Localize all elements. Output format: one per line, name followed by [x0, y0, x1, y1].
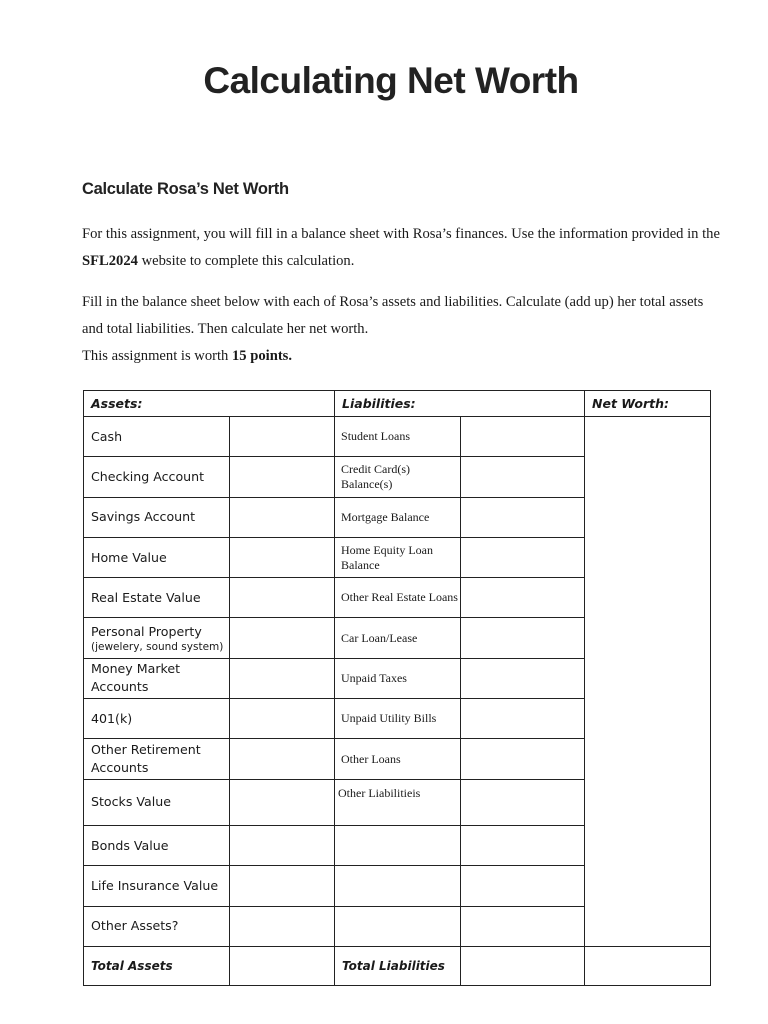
- liability-value-cell[interactable]: [461, 497, 585, 537]
- liabilities-header: Liabilities:: [335, 391, 585, 417]
- asset-label: Real Estate Value: [84, 578, 230, 618]
- asset-value-cell[interactable]: [230, 779, 335, 825]
- page-title-text: Calculating Net Worth: [203, 60, 579, 101]
- asset-label: Bonds Value: [84, 825, 230, 865]
- liability-value-cell[interactable]: [461, 578, 585, 618]
- liability-label: Credit Card(s) Balance(s): [335, 457, 461, 497]
- asset-label: Cash: [84, 417, 230, 457]
- totals-row: [84, 946, 711, 985]
- balance-sheet-table: [83, 390, 711, 986]
- total-liabilities-label: Total Liabilities: [335, 946, 461, 985]
- asset-label: Money Market Accounts: [84, 658, 230, 698]
- asset-label: Checking Account: [84, 457, 230, 497]
- asset-value-cell[interactable]: [230, 578, 335, 618]
- liability-value-cell[interactable]: [461, 457, 585, 497]
- liability-label: Student Loans: [335, 417, 461, 457]
- liability-label: Other Loans: [335, 739, 461, 779]
- liability-label: Home Equity Loan Balance: [335, 537, 461, 577]
- liability-value-cell[interactable]: [461, 906, 585, 946]
- liability-label: Unpaid Taxes: [335, 658, 461, 698]
- asset-value-cell[interactable]: [230, 739, 335, 779]
- asset-value-cell[interactable]: [230, 866, 335, 906]
- asset-value-cell[interactable]: [230, 906, 335, 946]
- asset-label: Other Retirement Accounts: [84, 739, 230, 779]
- liability-value-cell[interactable]: [461, 779, 585, 825]
- liability-label: Other Liabilitieis: [335, 779, 461, 825]
- total-assets-label: Total Assets: [84, 946, 230, 985]
- personal-property-note: (jewelery, sound system): [91, 640, 224, 653]
- liability-value-cell[interactable]: [461, 658, 585, 698]
- p1-bold-website: SFL2024: [82, 253, 138, 269]
- asset-label: Personal Property: [91, 623, 202, 639]
- asset-value-cell[interactable]: [230, 417, 335, 457]
- net-worth-cell[interactable]: [585, 417, 711, 947]
- net-worth-header: Net Worth:: [585, 391, 711, 417]
- instructions-paragraph-3: [82, 343, 722, 370]
- asset-label: 401(k): [84, 699, 230, 739]
- asset-value-cell[interactable]: [230, 699, 335, 739]
- p1-text-a: For this assignment, you will fill in a balance sheet with Rosa’s finances. Use the information provided in the: [82, 226, 720, 242]
- asset-value-cell[interactable]: [230, 497, 335, 537]
- asset-label: Savings Account: [84, 497, 230, 537]
- liability-label: Unpaid Utility Bills: [335, 699, 461, 739]
- liability-value-cell[interactable]: [461, 866, 585, 906]
- liability-label: Other Real Estate Loans: [335, 578, 461, 618]
- total-assets-value-cell[interactable]: [230, 946, 335, 985]
- page-title: [0, 60, 768, 102]
- asset-label: Stocks Value: [84, 779, 230, 825]
- p3-text: This assignment is worth: [82, 348, 232, 364]
- liability-label: Mortgage Balance: [335, 497, 461, 537]
- asset-label: Home Value: [84, 537, 230, 577]
- net-worth-total-cell[interactable]: [585, 946, 711, 985]
- assets-header: Assets:: [84, 391, 335, 417]
- asset-value-cell[interactable]: [230, 618, 335, 658]
- liability-value-cell[interactable]: [461, 618, 585, 658]
- table-header-row: [84, 391, 711, 417]
- asset-value-cell[interactable]: [230, 825, 335, 865]
- liability-value-cell[interactable]: [461, 699, 585, 739]
- section-heading: Calculate Rosa’s Net Worth: [82, 180, 289, 198]
- asset-label: Life Insurance Value: [84, 866, 230, 906]
- instructions-paragraph-1: [82, 221, 722, 275]
- liability-label[interactable]: [335, 825, 461, 865]
- liability-value-cell[interactable]: [461, 537, 585, 577]
- liability-label: Car Loan/Lease: [335, 618, 461, 658]
- liability-label[interactable]: [335, 906, 461, 946]
- table-row: [84, 417, 711, 457]
- asset-value-cell[interactable]: [230, 658, 335, 698]
- liability-value-cell[interactable]: [461, 739, 585, 779]
- total-liabilities-value-cell[interactable]: [461, 946, 585, 985]
- liability-label[interactable]: [335, 866, 461, 906]
- asset-label-personal-property: [84, 618, 230, 658]
- liability-value-cell[interactable]: [461, 825, 585, 865]
- asset-value-cell[interactable]: [230, 537, 335, 577]
- p1-text-b: website to complete this calculation.: [137, 253, 355, 269]
- asset-value-cell[interactable]: [230, 457, 335, 497]
- instructions-paragraph-2: Fill in the balance sheet below with each of Rosa’s assets and liabilities. Calculate (add up) her total assets and total liabilities. Then calculate her net worth.: [82, 294, 704, 337]
- asset-label: Other Assets?: [84, 906, 230, 946]
- p3-bold-points: 15 points.: [232, 348, 293, 364]
- liability-value-cell[interactable]: [461, 417, 585, 457]
